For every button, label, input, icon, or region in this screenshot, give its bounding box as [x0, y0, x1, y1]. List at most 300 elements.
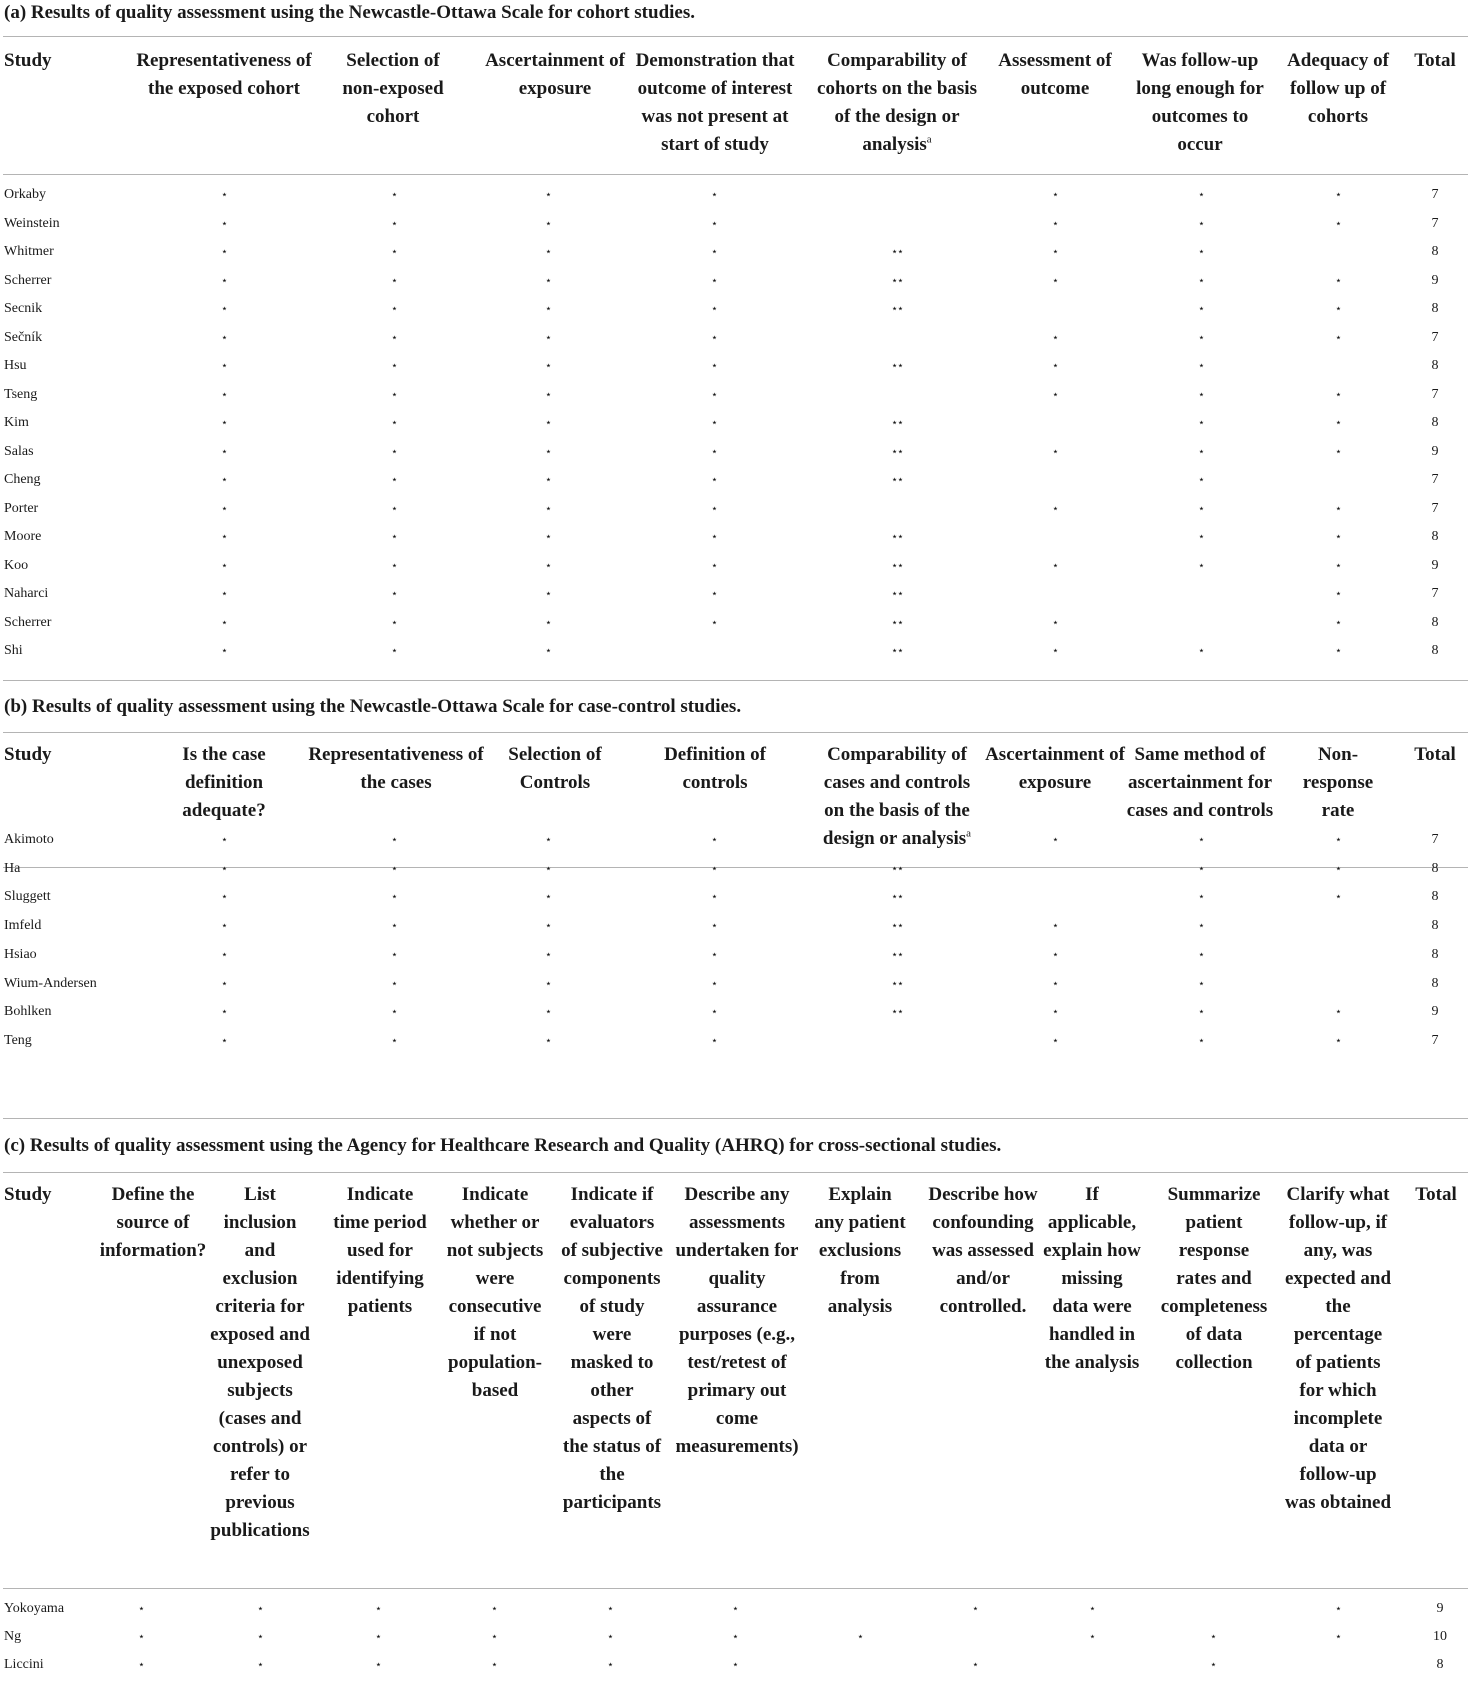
table-row	[0, 556, 1471, 584]
star-rating: ⋆	[391, 246, 397, 258]
study-name: Akimoto	[4, 832, 54, 847]
total-score: 8	[1431, 244, 1439, 259]
star-rating: ⋆	[1198, 502, 1204, 515]
star-rating: ⋆⋆	[891, 1006, 903, 1019]
star-rating: ⋆	[1052, 1006, 1058, 1019]
star-rating: ⋆	[972, 1659, 978, 1671]
total-score: 7	[1431, 586, 1439, 601]
table-a-header-comparability-text: Comparability of cohorts on the basis of the design or analysis	[817, 50, 977, 155]
star-rating: ⋆	[391, 616, 397, 629]
study-name: Teng	[4, 1032, 32, 1048]
star-rating: ⋆	[221, 862, 227, 875]
table-c-header-confounding: Describe how confounding was assessed and/or controlled.	[928, 1184, 1038, 1317]
star-rating: ⋆	[1335, 862, 1341, 875]
total-score: 7	[1431, 1032, 1439, 1048]
star-rating: ⋆	[221, 303, 227, 315]
star-rating: ⋆	[607, 1631, 613, 1643]
study-name: Secnik	[4, 301, 43, 316]
table-b-header-representativeness: Representativeness of the cases	[308, 744, 484, 793]
total-score: 8	[1431, 889, 1439, 905]
study-name: Orkaby	[4, 187, 46, 202]
star-rating: ⋆	[711, 616, 717, 629]
study-name: Yokoyama	[4, 1601, 65, 1616]
table-a-header-followup-long: Was follow-up long enough for outcomes to occur	[1136, 50, 1264, 155]
total-score: 10	[1433, 1629, 1447, 1644]
star-rating: ⋆	[711, 502, 717, 515]
star-rating: ⋆	[138, 1631, 144, 1643]
table-b-header-same-method: Same method of ascertainment for cases and controls	[1126, 744, 1274, 821]
star-rating: ⋆	[1210, 1659, 1216, 1671]
star-rating: ⋆	[607, 1659, 613, 1671]
star-rating: ⋆⋆	[891, 531, 903, 543]
total-score: 9	[1436, 1601, 1444, 1616]
table-b-header-study: Study	[4, 744, 52, 765]
table-c-header-exclusions: Explain any patient exclusions from analysis	[814, 1184, 906, 1317]
study-name: Shi	[4, 643, 23, 658]
star-rating: ⋆	[1198, 920, 1204, 933]
star-rating: ⋆	[221, 559, 227, 572]
star-rating: ⋆	[711, 834, 717, 846]
star-rating: ⋆	[221, 645, 227, 657]
table-b-header-non-response: Non-response rate	[1302, 744, 1374, 821]
table-a-header-assessment: Assessment of outcome	[998, 50, 1112, 99]
study-name: Wium-Andersen	[4, 975, 97, 991]
star-rating: ⋆	[1052, 645, 1058, 657]
star-rating: ⋆	[711, 217, 717, 230]
table-row	[0, 470, 1471, 498]
table-row	[0, 185, 1471, 213]
divider	[3, 1588, 1468, 1589]
study-name: Tseng	[4, 386, 38, 402]
table-row	[0, 499, 1471, 527]
star-rating: ⋆	[1198, 1034, 1204, 1047]
star-rating: ⋆	[221, 920, 227, 933]
table-row	[0, 887, 1471, 915]
star-rating: ⋆	[391, 217, 397, 230]
star-rating: ⋆⋆	[891, 616, 903, 629]
star-rating: ⋆⋆	[891, 559, 903, 572]
star-rating: ⋆	[607, 1603, 613, 1615]
star-rating: ⋆	[1052, 834, 1058, 846]
total-score: 8	[1431, 358, 1439, 373]
table-b-header-case-definition: Is the case definition adequate?	[182, 744, 266, 821]
star-rating: ⋆	[545, 189, 551, 201]
table-c-header-follow-up: Clarify what follow-up, if any, was expected and the percentage of patients for which incomplete data or follow-up was obtained	[1284, 1184, 1392, 1513]
divider	[3, 1172, 1468, 1173]
star-rating: ⋆	[545, 417, 551, 429]
star-rating: ⋆	[711, 303, 717, 315]
star-rating: ⋆⋆	[891, 417, 903, 429]
star-rating: ⋆	[545, 303, 551, 315]
star-rating: ⋆	[221, 616, 227, 629]
table-row	[0, 945, 1471, 973]
total-score: 7	[1431, 215, 1439, 231]
star-rating: ⋆	[711, 920, 717, 933]
star-rating: ⋆	[221, 274, 227, 287]
table-row	[0, 214, 1471, 242]
star-rating: ⋆	[138, 1659, 144, 1671]
star-rating: ⋆	[545, 531, 551, 543]
star-rating: ⋆	[1335, 1034, 1341, 1047]
table-a-header-demonstration: Demonstration that outcome of interest was not present at start of study	[635, 50, 795, 155]
study-name: Weinstein	[4, 215, 60, 231]
star-rating: ⋆	[375, 1603, 381, 1615]
star-rating: ⋆	[391, 474, 397, 486]
star-rating: ⋆	[545, 274, 551, 287]
star-rating: ⋆	[1052, 360, 1058, 372]
star-rating: ⋆	[1198, 445, 1204, 458]
star-rating: ⋆	[545, 502, 551, 515]
star-rating: ⋆	[711, 274, 717, 287]
star-rating: ⋆	[857, 1631, 863, 1643]
star-rating: ⋆	[1052, 274, 1058, 287]
star-rating: ⋆	[545, 948, 551, 961]
table-row	[0, 527, 1471, 555]
star-rating: ⋆	[545, 1006, 551, 1019]
star-rating: ⋆	[1198, 388, 1204, 401]
total-score: 7	[1431, 472, 1439, 487]
star-rating: ⋆	[138, 1603, 144, 1615]
star-rating: ⋆	[221, 531, 227, 543]
star-rating: ⋆	[391, 862, 397, 875]
star-rating: ⋆	[257, 1659, 263, 1671]
star-rating: ⋆	[972, 1603, 978, 1615]
table-c-header-consecutive: Indicate whether or not subjects were consecutive if not population-based	[446, 1184, 544, 1401]
total-score: 7	[1431, 329, 1439, 345]
table-row	[0, 641, 1471, 669]
star-rating: ⋆	[391, 445, 397, 458]
star-rating: ⋆	[1335, 417, 1341, 429]
star-rating: ⋆	[1198, 1006, 1204, 1019]
star-rating: ⋆	[1052, 559, 1058, 572]
star-rating: ⋆⋆	[891, 274, 903, 287]
table-a-header-ascertainment: Ascertainment of exposure	[485, 50, 625, 99]
star-rating: ⋆	[711, 388, 717, 401]
star-rating: ⋆	[221, 588, 227, 600]
total-score: 8	[1431, 643, 1439, 658]
star-rating: ⋆	[1198, 891, 1204, 904]
star-rating: ⋆	[1198, 862, 1204, 875]
star-rating: ⋆	[545, 891, 551, 904]
star-rating: ⋆	[711, 948, 717, 961]
star-rating: ⋆	[545, 445, 551, 458]
star-rating: ⋆	[391, 303, 397, 315]
star-rating: ⋆	[1089, 1603, 1095, 1615]
star-rating: ⋆	[711, 1006, 717, 1019]
table-c-header-study: Study	[4, 1184, 52, 1205]
table-a-header-study: Study	[4, 50, 52, 71]
star-rating: ⋆	[221, 246, 227, 258]
star-rating: ⋆	[732, 1631, 738, 1643]
star-rating: ⋆⋆	[891, 474, 903, 486]
table-row	[0, 584, 1471, 612]
star-rating: ⋆	[711, 588, 717, 600]
table-c-header-inclusion: List inclusion and exclusion criteria for exposed and unexposed subjects (cases and controls) or refer to previous publications	[210, 1184, 310, 1541]
star-rating: ⋆	[491, 1603, 497, 1615]
star-rating: ⋆	[257, 1631, 263, 1643]
star-rating: ⋆	[391, 502, 397, 515]
star-rating: ⋆	[391, 645, 397, 657]
table-c-header-time-period: Indicate time period used for identifying patients	[333, 1184, 427, 1317]
total-score: 8	[1431, 614, 1439, 630]
study-name: Imfeld	[4, 918, 42, 934]
table-c-header-total: Total	[1415, 1184, 1457, 1205]
star-rating: ⋆	[1198, 217, 1204, 230]
star-rating: ⋆	[1335, 331, 1341, 344]
star-rating: ⋆	[221, 977, 227, 990]
star-rating: ⋆⋆	[891, 360, 903, 372]
star-rating: ⋆⋆	[891, 862, 903, 875]
study-name: Whitmer	[4, 244, 54, 259]
total-score: 8	[1431, 301, 1439, 316]
star-rating: ⋆⋆	[891, 891, 903, 904]
star-rating: ⋆	[545, 217, 551, 230]
footnote-marker: a	[966, 827, 972, 840]
table-row	[0, 442, 1471, 470]
star-rating: ⋆	[1052, 1034, 1058, 1047]
star-rating: ⋆	[221, 474, 227, 486]
total-score: 7	[1431, 500, 1439, 516]
total-score: 7	[1431, 832, 1439, 847]
star-rating: ⋆	[1335, 217, 1341, 230]
total-score: 9	[1431, 272, 1439, 288]
star-rating: ⋆	[711, 862, 717, 875]
total-score: 7	[1431, 187, 1439, 202]
divider	[3, 174, 1468, 175]
star-rating: ⋆	[391, 274, 397, 287]
table-b-header-comparability-text: Comparability of cases and controls on the basis of the design or analysis	[822, 744, 971, 849]
star-rating: ⋆	[391, 360, 397, 372]
table-b-title: (b) Results of quality assessment using the Newcastle-Ottawa Scale for case-control studies.	[4, 696, 742, 717]
star-rating: ⋆	[491, 1659, 497, 1671]
star-rating: ⋆	[1198, 948, 1204, 961]
star-rating: ⋆	[1210, 1631, 1216, 1643]
star-rating: ⋆	[1052, 331, 1058, 344]
star-rating: ⋆	[545, 920, 551, 933]
total-score: 8	[1431, 975, 1439, 991]
study-name: Scherrer	[4, 272, 52, 288]
star-rating: ⋆	[391, 189, 397, 201]
star-rating: ⋆	[221, 331, 227, 344]
total-score: 8	[1431, 946, 1439, 962]
table-c-header-missing-data: If applicable, explain how missing data were handled in the analysis	[1043, 1184, 1141, 1373]
star-rating: ⋆	[545, 388, 551, 401]
table-b-header-definition-controls: Definition of controls	[664, 744, 766, 793]
star-rating: ⋆	[545, 616, 551, 629]
star-rating: ⋆	[1335, 616, 1341, 629]
star-rating: ⋆	[1052, 445, 1058, 458]
study-name: Cheng	[4, 472, 41, 487]
star-rating: ⋆	[545, 474, 551, 486]
star-rating: ⋆	[391, 1006, 397, 1019]
star-rating: ⋆	[1198, 189, 1204, 201]
study-name: Hsiao	[4, 946, 37, 962]
study-name: Moore	[4, 529, 42, 544]
study-name: Bohlken	[4, 1004, 52, 1020]
table-row	[0, 974, 1471, 1002]
star-rating: ⋆	[1052, 388, 1058, 401]
table-row	[0, 271, 1471, 299]
star-rating: ⋆	[1335, 1603, 1341, 1615]
star-rating: ⋆	[1198, 531, 1204, 543]
star-rating: ⋆	[711, 360, 717, 372]
star-rating: ⋆	[1335, 1631, 1341, 1643]
table-a-header-followup-adequacy: Adequacy of follow up of cohorts	[1287, 50, 1389, 127]
star-rating: ⋆	[1198, 645, 1204, 657]
table-row	[0, 613, 1471, 641]
star-rating: ⋆	[1335, 588, 1341, 600]
star-rating: ⋆	[1089, 1631, 1095, 1643]
table-row	[0, 916, 1471, 944]
table-a-header-representativeness: Representativeness of the exposed cohort	[136, 50, 312, 99]
table-row	[0, 827, 1471, 858]
star-rating: ⋆	[545, 977, 551, 990]
total-score: 9	[1431, 1004, 1439, 1020]
star-rating: ⋆	[1198, 834, 1204, 846]
study-name: Scherrer	[4, 614, 52, 630]
total-score: 8	[1436, 1657, 1444, 1672]
star-rating: ⋆	[1335, 303, 1341, 315]
star-rating: ⋆⋆	[891, 920, 903, 933]
star-rating: ⋆⋆	[891, 645, 903, 657]
total-score: 8	[1431, 415, 1439, 430]
star-rating: ⋆	[1052, 502, 1058, 515]
star-rating: ⋆	[545, 360, 551, 372]
star-rating: ⋆	[1052, 616, 1058, 629]
star-rating: ⋆	[391, 891, 397, 904]
star-rating: ⋆	[221, 948, 227, 961]
star-rating: ⋆	[711, 445, 717, 458]
table-row	[0, 859, 1471, 887]
star-rating: ⋆	[1335, 559, 1341, 572]
star-rating: ⋆	[545, 862, 551, 875]
table-row	[0, 413, 1471, 441]
study-name: Hsu	[4, 358, 27, 373]
star-rating: ⋆	[221, 1006, 227, 1019]
star-rating: ⋆⋆	[891, 445, 903, 458]
star-rating: ⋆	[1198, 977, 1204, 990]
table-row	[0, 242, 1471, 270]
table-row	[0, 299, 1471, 327]
star-rating: ⋆⋆	[891, 977, 903, 990]
star-rating: ⋆	[391, 920, 397, 933]
star-rating: ⋆	[257, 1603, 263, 1615]
star-rating: ⋆	[1052, 948, 1058, 961]
star-rating: ⋆	[221, 360, 227, 372]
star-rating: ⋆	[221, 417, 227, 429]
total-score: 8	[1431, 529, 1439, 544]
table-c-header-response-rates: Summarize patient response rates and completeness of data collection	[1160, 1184, 1268, 1373]
star-rating: ⋆	[1335, 1006, 1341, 1019]
star-rating: ⋆	[1052, 246, 1058, 258]
table-b-header-selection-controls: Selection of Controls	[508, 744, 602, 793]
table-a-header-total: Total	[1414, 50, 1456, 71]
star-rating: ⋆	[711, 189, 717, 201]
star-rating: ⋆	[375, 1659, 381, 1671]
star-rating: ⋆	[221, 217, 227, 230]
star-rating: ⋆	[711, 1034, 717, 1047]
divider	[3, 732, 1468, 733]
star-rating: ⋆	[1198, 559, 1204, 572]
table-c-header-quality-assurance: Describe any assessments undertaken for quality assurance purposes (e.g., test/retest of primary out come measurements)	[675, 1184, 799, 1457]
star-rating: ⋆	[545, 645, 551, 657]
star-rating: ⋆	[391, 977, 397, 990]
study-name: Koo	[4, 557, 29, 573]
star-rating: ⋆	[391, 331, 397, 344]
star-rating: ⋆	[221, 445, 227, 458]
divider	[3, 36, 1468, 37]
study-name: Porter	[4, 500, 39, 516]
star-rating: ⋆	[1335, 834, 1341, 846]
table-a-header-selection: Selection of non-exposed cohort	[342, 50, 444, 127]
study-name: Kim	[4, 415, 29, 430]
star-rating: ⋆	[221, 502, 227, 515]
table-b-header-total: Total	[1414, 744, 1456, 765]
star-rating: ⋆	[711, 246, 717, 258]
star-rating: ⋆	[711, 331, 717, 344]
footnote-marker: a	[926, 133, 932, 146]
table-row	[0, 1031, 1471, 1059]
star-rating: ⋆	[221, 388, 227, 401]
star-rating: ⋆	[1198, 303, 1204, 315]
table-row	[0, 356, 1471, 384]
star-rating: ⋆	[1335, 645, 1341, 657]
star-rating: ⋆	[1198, 246, 1204, 258]
star-rating: ⋆	[1335, 189, 1341, 201]
star-rating: ⋆	[391, 559, 397, 572]
star-rating: ⋆	[1335, 388, 1341, 401]
star-rating: ⋆	[391, 531, 397, 543]
star-rating: ⋆	[1335, 502, 1341, 515]
star-rating: ⋆	[1335, 445, 1341, 458]
table-row	[0, 385, 1471, 413]
star-rating: ⋆	[545, 331, 551, 344]
star-rating: ⋆⋆	[891, 948, 903, 961]
divider	[3, 1118, 1468, 1119]
star-rating: ⋆	[221, 1034, 227, 1047]
star-rating: ⋆	[391, 948, 397, 961]
table-row	[0, 1002, 1471, 1030]
star-rating: ⋆	[711, 474, 717, 486]
star-rating: ⋆	[732, 1603, 738, 1615]
star-rating: ⋆	[711, 531, 717, 543]
star-rating: ⋆	[711, 559, 717, 572]
table-row	[0, 1599, 1471, 1627]
star-rating: ⋆	[545, 1034, 551, 1047]
star-rating: ⋆	[491, 1631, 497, 1643]
star-rating: ⋆	[391, 588, 397, 600]
total-score: 9	[1431, 557, 1439, 573]
star-rating: ⋆	[1198, 331, 1204, 344]
study-name: Liccini	[4, 1657, 44, 1672]
table-a-title: (a) Results of quality assessment using the Newcastle-Ottawa Scale for cohort studies.	[4, 2, 695, 23]
divider	[3, 680, 1468, 681]
study-name: Salas	[4, 443, 34, 459]
star-rating: ⋆	[1052, 920, 1058, 933]
star-rating: ⋆	[1052, 977, 1058, 990]
star-rating: ⋆	[1052, 189, 1058, 201]
star-rating: ⋆	[375, 1631, 381, 1643]
star-rating: ⋆	[391, 388, 397, 401]
star-rating: ⋆	[545, 834, 551, 846]
star-rating: ⋆	[545, 588, 551, 600]
table-c-title: (c) Results of quality assessment using the Agency for Healthcare Research and Quality (AHRQ) for cross-sectional studies.	[4, 1135, 1002, 1156]
total-score: 8	[1431, 860, 1439, 876]
star-rating: ⋆	[545, 559, 551, 572]
star-rating: ⋆	[391, 1034, 397, 1047]
study-name: Sečník	[4, 329, 43, 345]
star-rating: ⋆	[1335, 891, 1341, 904]
